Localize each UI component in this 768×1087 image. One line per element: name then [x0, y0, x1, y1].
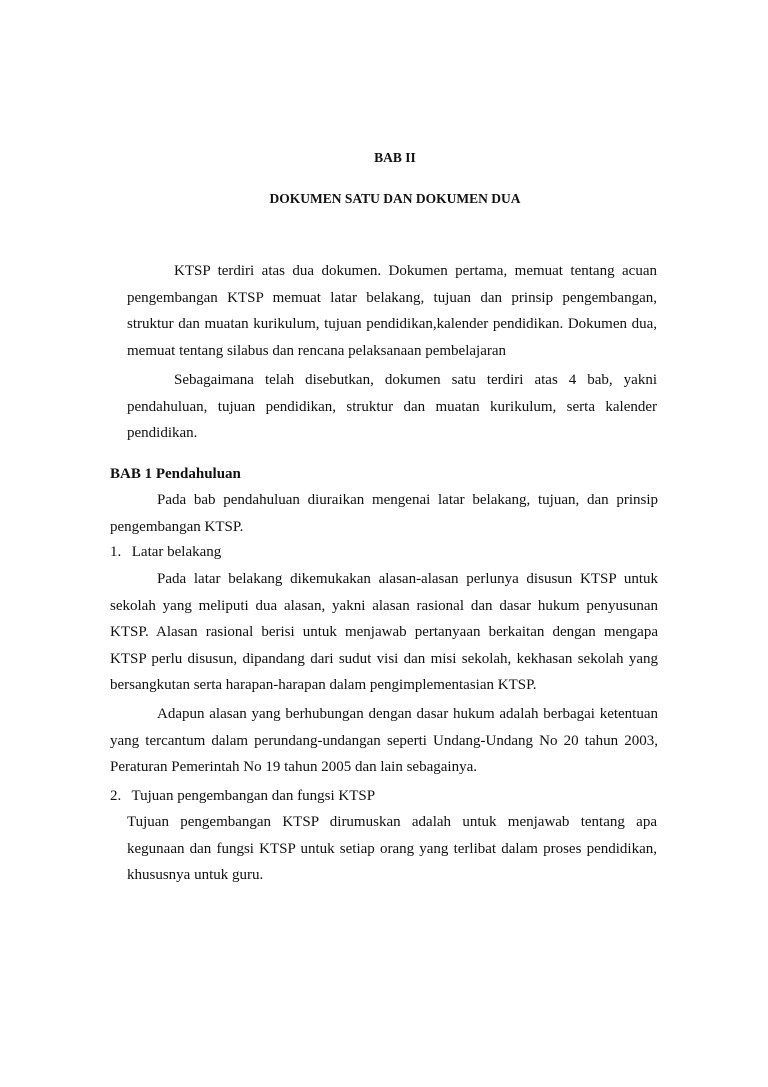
latar-belakang-paragraph-1: Pada latar belakang dikemukakan alasan-alasan perlunya disusun KTSP untuk sekolah yang meliputi dua alasan, yakni alasan rasional dan dasar hukum penyusunan KTSP. Alasan rasional berisi untuk menjawab pertanyaan berkaitan dengan mengapa KTSP perlu disusun, dipandang dari sudut visi dan misi sekolah, kekhasan sekolah yang bersangkutan serta harapan-harapan dalam pengimplementasian KTSP. — [110, 571, 658, 693]
tujuan-paragraph-1: Tujuan pengembangan KTSP dirumuskan adalah untuk menjawab tentang apa kegunaan dan fungsi KTSP untuk setiap orang yang terlibat dalam proses pendidikan, khususnya untuk guru. — [127, 814, 657, 883]
list-item-number: 1. — [110, 544, 122, 560]
chapter-number: BAB II — [374, 150, 416, 165]
latar-belakang-paragraph-2: Adapun alasan yang berhubungan dengan dasar hukum adalah berbagai ketentuan yang tercantum dalam perundang-undangan seperti Undang-Undang No 20 tahun 2003, Peraturan Pemerintah No 19 tahun 2005 dan lain sebagainya. — [110, 706, 658, 775]
intro-paragraph-2: Sebagaimana telah disebutkan, dokumen satu terdiri atas 4 bab, yakni pendahuluan, tujuan pendidikan, struktur dan muatan kurikulum, serta kalender pendidikan. — [127, 372, 657, 441]
list-item-title: Latar belakang — [131, 544, 222, 560]
list-item-heading — [110, 544, 221, 561]
list-item-number: 2. — [110, 788, 122, 804]
bab1-paragraph-1: Pada bab pendahuluan diuraikan mengenai latar belakang, tujuan, dan prinsip pengembangan KTSP. — [110, 492, 658, 535]
list-item-heading — [110, 788, 375, 805]
list-item-title: Tujuan pengembangan dan fungsi KTSP — [131, 788, 376, 804]
section-title-bab1: BAB 1 Pendahuluan — [110, 466, 241, 482]
intro-paragraph-1: KTSP terdiri atas dua dokumen. Dokumen pertama, memuat tentang acuan pengembangan KTSP memuat latar belakang, tujuan dan prinsip pengembangan, struktur dan muatan kurikulum, tujuan pendidikan,kalender pendidikan. Dokumen dua, memuat tentang silabus dan rencana pelaksanaan pembelajaran — [127, 263, 657, 359]
chapter-title: DOKUMEN SATU DAN DOKUMEN DUA — [269, 191, 521, 206]
